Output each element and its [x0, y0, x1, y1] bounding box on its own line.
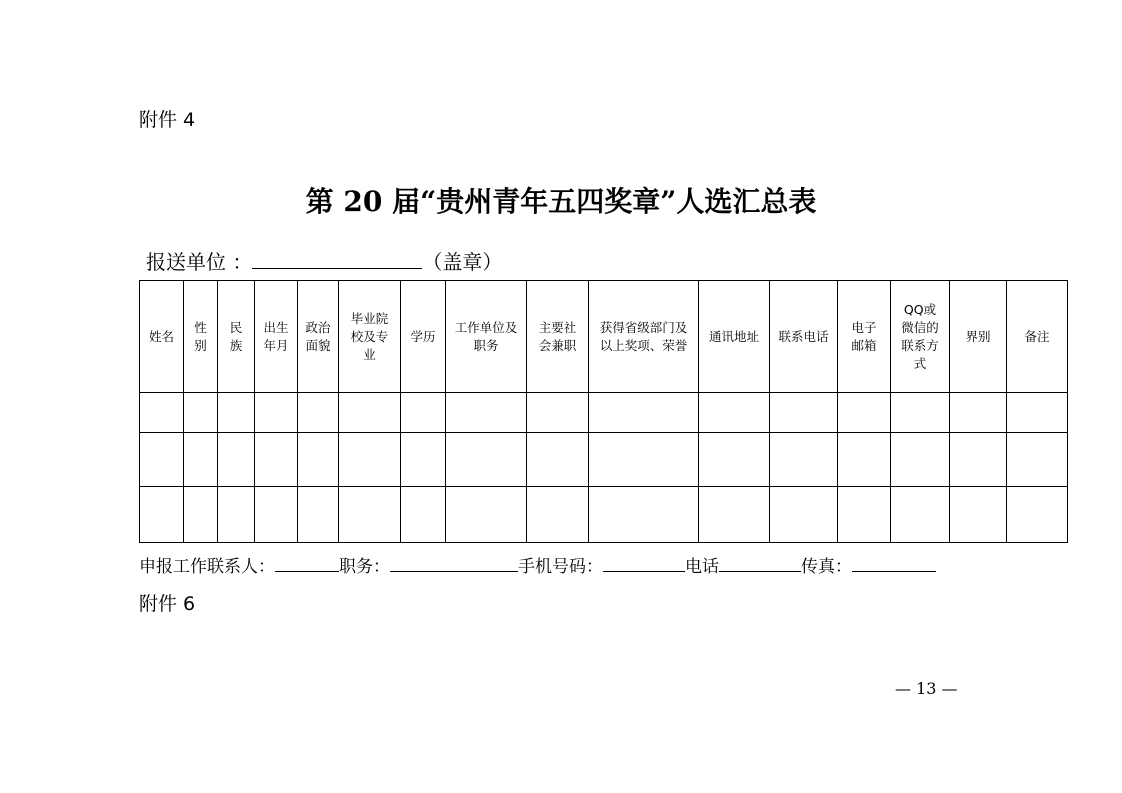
reporting-unit-blank[interactable]: [252, 248, 422, 269]
header-email: 电子邮箱: [838, 281, 891, 393]
phone-label: 电话: [685, 557, 719, 577]
table-cell[interactable]: [699, 393, 770, 433]
table-cell[interactable]: [184, 393, 218, 433]
table-cell[interactable]: [1007, 433, 1068, 487]
table-cell[interactable]: [527, 393, 589, 433]
page-number: — 13 —: [895, 679, 958, 698]
table-cell[interactable]: [589, 433, 699, 487]
reporting-unit-line: [146, 246, 502, 275]
phone-blank[interactable]: [719, 551, 801, 572]
table-cell[interactable]: [950, 433, 1007, 487]
table-cell[interactable]: [401, 393, 446, 433]
table-cell[interactable]: [527, 433, 589, 487]
attachment-label-top: 附件 4: [139, 109, 196, 131]
header-name: 姓名: [140, 281, 184, 393]
table-row: [140, 487, 1068, 543]
table-cell[interactable]: [140, 393, 184, 433]
mobile-blank[interactable]: [603, 551, 685, 572]
mobile-label: 手机号码：: [518, 557, 603, 577]
header-remarks: 备注: [1007, 281, 1068, 393]
header-address: 通讯地址: [699, 281, 770, 393]
table-cell[interactable]: [1007, 393, 1068, 433]
table-cell[interactable]: [446, 393, 527, 433]
table-cell[interactable]: [770, 433, 838, 487]
header-social-roles: 主要社会兼职: [527, 281, 589, 393]
table-cell[interactable]: [339, 393, 401, 433]
header-ethnicity: 民族: [218, 281, 255, 393]
table-cell[interactable]: [446, 433, 527, 487]
table-cell[interactable]: [298, 433, 339, 487]
summary-table: [139, 280, 1068, 543]
table-cell[interactable]: [891, 393, 950, 433]
table-cell[interactable]: [891, 487, 950, 543]
position-label: 职务：: [339, 557, 390, 577]
table-cell[interactable]: [218, 433, 255, 487]
header-gender: 性别: [184, 281, 218, 393]
table-cell[interactable]: [838, 393, 891, 433]
table-cell[interactable]: [298, 393, 339, 433]
table-cell[interactable]: [255, 433, 298, 487]
header-school-major: 毕业院校及专业: [339, 281, 401, 393]
table-cell[interactable]: [140, 487, 184, 543]
table-cell[interactable]: [140, 433, 184, 487]
table-cell[interactable]: [950, 393, 1007, 433]
position-blank[interactable]: [390, 551, 518, 572]
table-cell[interactable]: [218, 393, 255, 433]
fax-blank[interactable]: [852, 551, 936, 572]
table-cell[interactable]: [950, 487, 1007, 543]
table-cell[interactable]: [401, 433, 446, 487]
table-header-row: [140, 281, 1068, 393]
header-phone: 联系电话: [770, 281, 838, 393]
header-political-status: 政治面貌: [298, 281, 339, 393]
table-cell[interactable]: [184, 433, 218, 487]
table-cell[interactable]: [589, 487, 699, 543]
header-employer-position: 工作单位及职务: [446, 281, 527, 393]
attachment-label-bottom: 附件 6: [139, 593, 196, 615]
seal-label: （盖章）: [422, 250, 503, 274]
table-row: [140, 393, 1068, 433]
document-title: 第 20 届“贵州青年五四奖章”人选汇总表: [305, 185, 817, 218]
table-cell[interactable]: [218, 487, 255, 543]
table-cell[interactable]: [699, 487, 770, 543]
table-cell[interactable]: [298, 487, 339, 543]
table-cell[interactable]: [589, 393, 699, 433]
table-cell[interactable]: [891, 433, 950, 487]
table-cell[interactable]: [339, 433, 401, 487]
table-cell[interactable]: [184, 487, 218, 543]
table-cell[interactable]: [401, 487, 446, 543]
table-cell[interactable]: [255, 393, 298, 433]
header-awards: 获得省级部门及以上奖项、荣誉: [589, 281, 699, 393]
table-cell[interactable]: [699, 433, 770, 487]
header-education: 学历: [401, 281, 446, 393]
header-birth-date: 出生年月: [255, 281, 298, 393]
table-cell[interactable]: [255, 487, 298, 543]
reporting-unit-label: 报送单位 ：: [146, 250, 253, 274]
table-cell[interactable]: [339, 487, 401, 543]
header-sector: 界别: [950, 281, 1007, 393]
table-cell[interactable]: [1007, 487, 1068, 543]
table-cell[interactable]: [770, 487, 838, 543]
table-cell[interactable]: [527, 487, 589, 543]
table-cell[interactable]: [838, 487, 891, 543]
contact-info-line: [139, 551, 936, 577]
contact-person-label: 申报工作联系人：: [139, 557, 275, 577]
fax-label: 传真：: [801, 557, 852, 577]
table-cell[interactable]: [838, 433, 891, 487]
contact-person-blank[interactable]: [275, 551, 339, 572]
table-cell[interactable]: [770, 393, 838, 433]
table-row: [140, 433, 1068, 487]
table-cell[interactable]: [446, 487, 527, 543]
header-qq-wechat: QQ或微信的联系方式: [891, 281, 950, 393]
